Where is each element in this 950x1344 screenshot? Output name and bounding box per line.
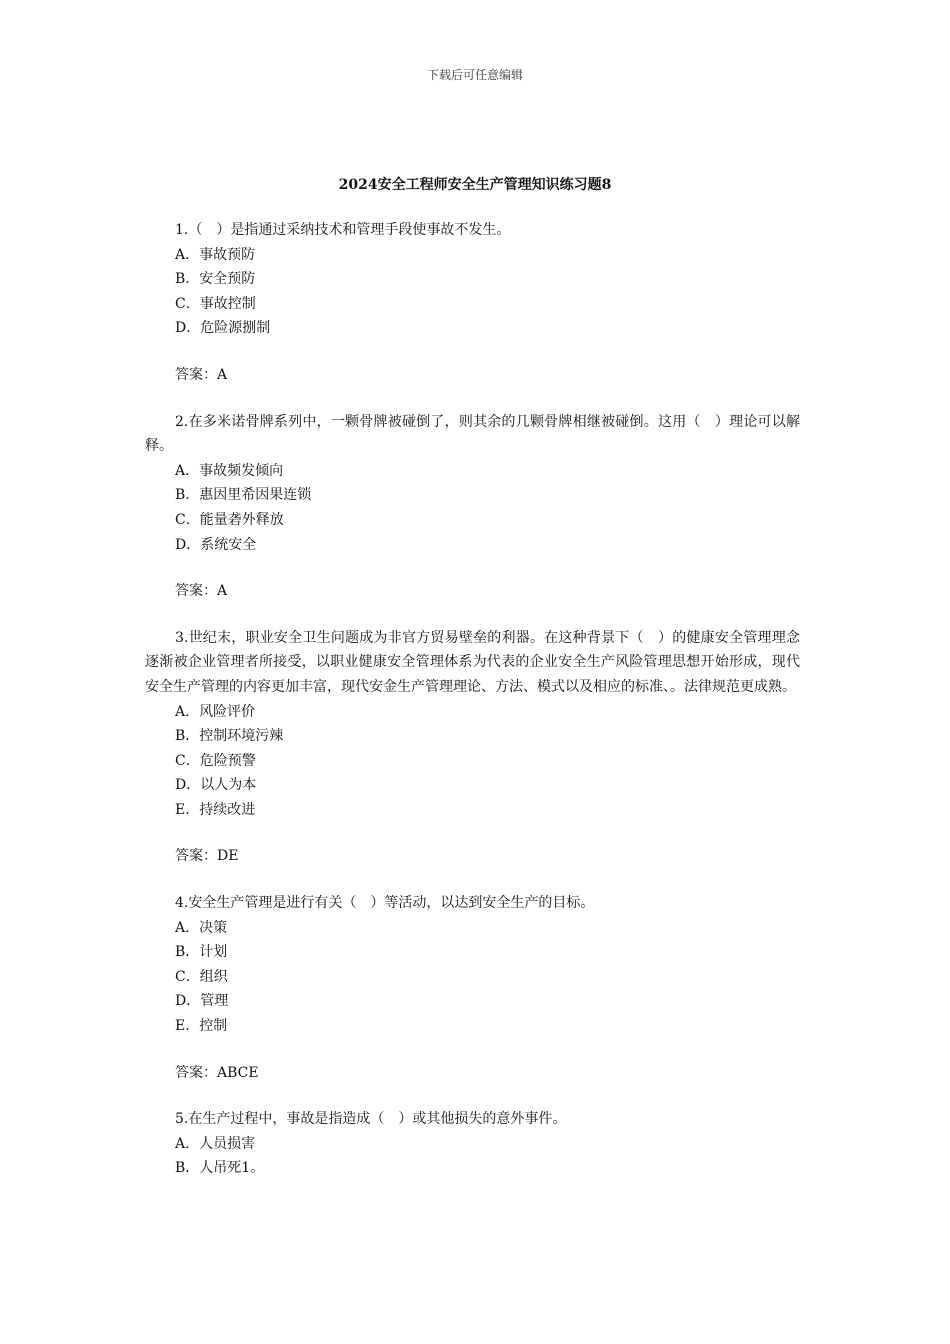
question-5 bbox=[145, 1107, 800, 1181]
option-d: D．系统安全 bbox=[175, 536, 257, 553]
question-list bbox=[145, 218, 800, 1203]
option-b: B．惠因里希因果连锁 bbox=[175, 487, 312, 504]
option-a: A．决策 bbox=[175, 919, 228, 936]
question-stem: 4.安全生产管理是进行有关（ ）等活动，以达到安全生产的目标。 bbox=[175, 895, 595, 912]
question-stem: 2.在多米诺骨牌系列中，一颗骨牌被碰倒了，则其余的几颗骨牌相继被碰倒。这用（ ）理论可以解释。 bbox=[145, 413, 800, 455]
option-e: E．控制 bbox=[175, 1018, 228, 1035]
page-header-note: 下载后可任意编辑 bbox=[426, 68, 523, 82]
option-e: E．持续改进 bbox=[175, 801, 256, 818]
option-c: C．组织 bbox=[175, 968, 228, 985]
option-c: C．能量砻外释放 bbox=[175, 511, 284, 528]
option-b: B．控制环境污辣 bbox=[175, 728, 284, 745]
answer: 答案：ABCE bbox=[175, 1064, 259, 1081]
option-c: C．事故控制 bbox=[175, 295, 256, 312]
question-2 bbox=[145, 410, 800, 604]
question-stem: 3.世纪末，职业安全卫生问题成为非官方贸易壁垒的利器。在这种背景下（ ）的健康安全管理理念逐渐被企业管理者所接受，以职业健康安全管理体系为代表的企业安全生产风险管理思想开始形成，现代安全生产管理的内容更加丰富，现代安金生产管理理论、方法、模式以及相应的标准、。法律规范更成熟。 bbox=[145, 629, 800, 695]
option-c: C．危险预警 bbox=[175, 752, 256, 769]
option-a: A．事故频发倾向 bbox=[175, 462, 284, 479]
document-title: 2024安全工程师安全生产管理知识练习题8 bbox=[338, 177, 612, 193]
option-d: D．管理 bbox=[175, 993, 229, 1010]
question-1 bbox=[145, 218, 800, 388]
question-stem: 5.在生产过程中，事故是指造成（ ）或其他损失的意外事件。 bbox=[175, 1111, 567, 1128]
answer: 答案：A bbox=[175, 366, 228, 383]
question-4 bbox=[145, 891, 800, 1085]
answer: 答案：A bbox=[175, 583, 228, 600]
option-b: B．安全预防 bbox=[175, 271, 256, 288]
option-d: D．以人为本 bbox=[175, 777, 257, 794]
option-d: D．危险源捌制 bbox=[175, 320, 271, 337]
option-a: A．事故预防 bbox=[175, 246, 256, 263]
question-3 bbox=[145, 626, 800, 869]
option-a: A．人员损害 bbox=[175, 1135, 256, 1152]
option-b: B．人吊死1。 bbox=[175, 1160, 265, 1177]
answer: 答案：DE bbox=[175, 848, 239, 865]
option-a: A．风险评价 bbox=[175, 703, 256, 720]
question-stem: 1.（ ）是指通过采纳技术和管理手段使事故不发生。 bbox=[175, 222, 511, 238]
option-b: B．计划 bbox=[175, 944, 228, 961]
